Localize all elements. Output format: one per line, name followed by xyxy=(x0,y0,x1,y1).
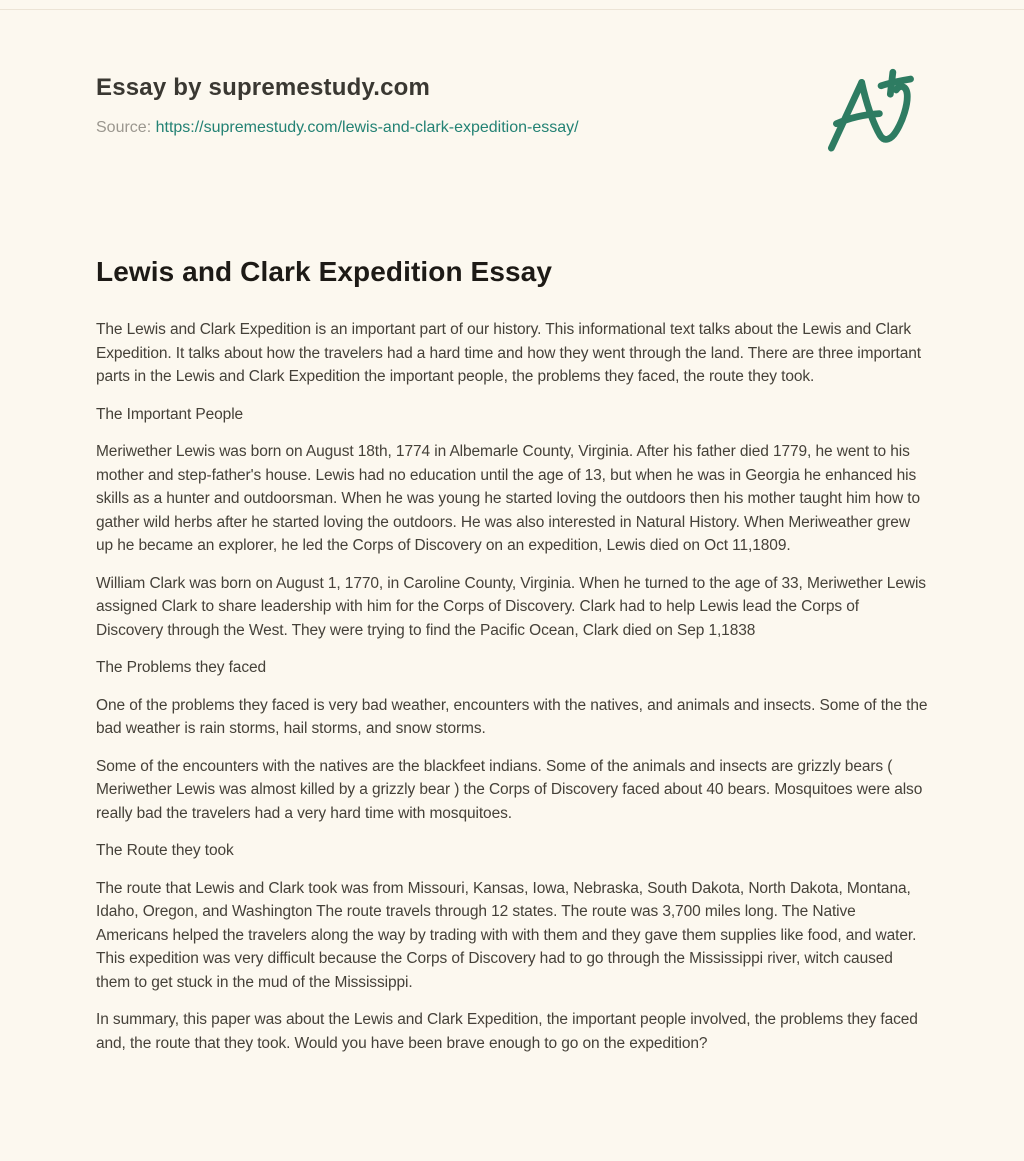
essay-paragraph: William Clark was born on August 1, 1770, in Caroline County, Virginia. When he turned to the age of 33, Meriwether Lewis assigned Clark to share leadership with him for the Corps of Discovery. Clark had to help Lewis lead the Corps of Discovery through the West. They were trying to find the Pacific Ocean, Clark died on Sep 1,1838 xyxy=(96,574,926,639)
document-content xyxy=(96,0,928,1069)
essay-paragraph: Meriwether Lewis was born on August 18th, 1774 in Albemarle County, Virginia. After his father died 1779, he went to his mother and step-father's house. Lewis had no education until the age of 13, but when he was in Georgia he enhanced his skills as a hunter and outdoorsman. When he was young he started loving the outdoors then his mother taught him how to gather wild herbs after he started loving the outdoors. He was also interested in Natural History. When Meriweather grew up he became an explorer, he led the Corps of Discovery on an expedition, Lewis died on Oct 11,1809. xyxy=(96,443,920,555)
section-heading: The Important People xyxy=(96,405,244,423)
section-heading: The Problems they faced xyxy=(96,659,267,677)
essay-body xyxy=(96,318,928,1055)
essay-paragraph: Some of the encounters with the natives are the blackfeet indians. Some of the animals and insects are grizzly bears ( Meriwether Lewis was almost killed by a grizzly bear ) the Corps of Discovery faced about 40 bears. Mosquitoes were also really bad the travelers had a very hard time with mosquitoes. xyxy=(96,757,923,822)
essay-paragraph: The route that Lewis and Clark took was from Missouri, Kansas, Iowa, Nebraska, South Dakota, North Dakota, Montana, Idaho, Oregon, and Washington The route travels through 12 states. The route was 3,700 miles long. The Native Americans helped the travelers along the way by trading with with them and they gave them supplies like food, and water. This expedition was very difficult because the Corps of Discovery had to go through the Mississippi river, witch caused them to get stuck in the mud of the Mississippi. xyxy=(96,879,917,991)
essay-paragraph: In summary, this paper was about the Lewis and Clark Expedition, the important people involved, the problems they faced and, the route that they took. Would you have been brave enough to go on the expedition? xyxy=(96,1011,918,1052)
essay-paragraph: The Lewis and Clark Expedition is an important part of our history. This informational text talks about the Lewis and Clark Expedition. It talks about how the travelers had a hard time and how they went through the land. There are three important parts in the Lewis and Clark Expedition the important people, the problems they faced, the route they took. xyxy=(96,321,922,386)
site-header-title: Essay by supremestudy.com xyxy=(96,74,431,101)
essay-paragraph: One of the problems they faced is very bad weather, encounters with the natives, and animals and insects. Some of the the bad weather is rain storms, hail storms, and snow storms. xyxy=(96,696,928,738)
source-line xyxy=(96,116,928,140)
source-link[interactable]: https://supremestudy.com/lewis-and-clark-expedition-essay/ xyxy=(155,118,579,136)
source-label: Source: xyxy=(96,118,152,136)
essay-title: Lewis and Clark Expedition Essay xyxy=(96,255,553,287)
section-heading: The Route they took xyxy=(96,842,234,860)
